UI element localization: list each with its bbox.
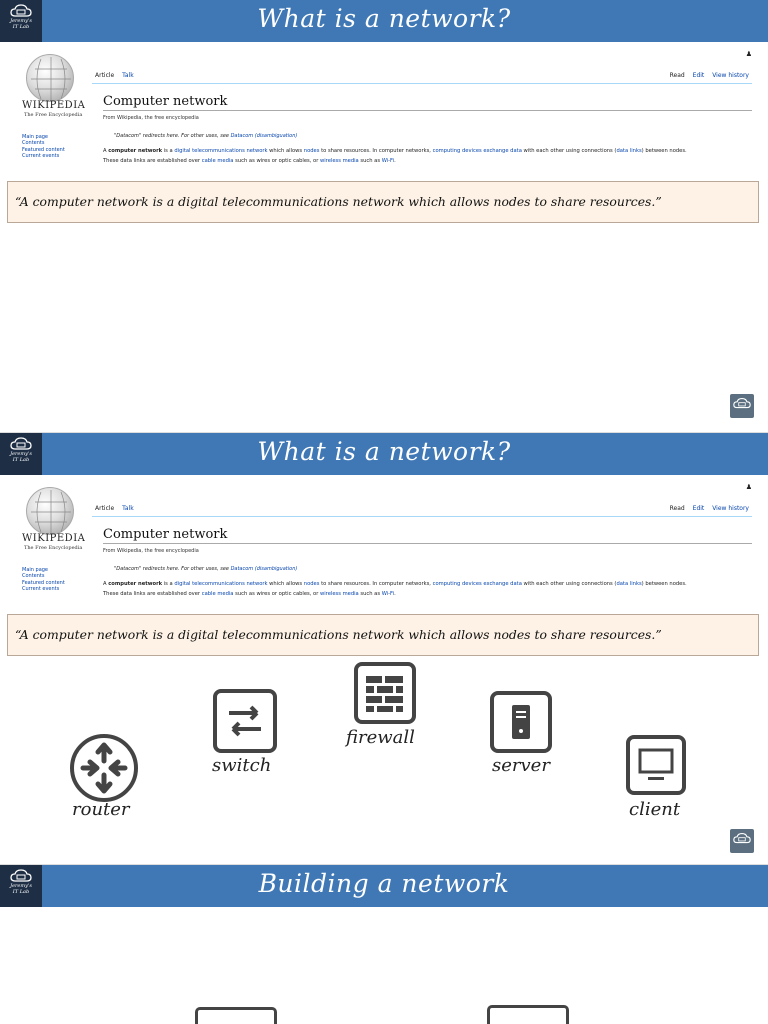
title-bar [0,433,768,475]
slide-title: Building a network [258,869,510,898]
logo-line-2: IT Lab [12,889,30,895]
logo-line-2: IT Lab [12,457,30,463]
firewall-icon [354,662,416,724]
corner-cloud-logo [730,829,754,853]
wikipedia-globe-icon [26,54,74,102]
article-title: Computer network [103,527,228,542]
tab-divider [92,83,752,84]
cloud-icon [733,832,751,845]
wikipedia-wordmark: WIKIPEDIA [22,100,86,111]
definition-quote: “A computer network is a digital telecommunications network which allows nodes to share resources.” [7,614,759,656]
slide-3 [0,864,768,1024]
slide-1 [0,0,768,432]
client-label: client [629,799,681,820]
wiki-tabs-right [667,72,752,79]
cloud-icon [733,397,751,410]
link-nodes[interactable]: nodes [303,148,320,154]
wikipedia-tagline: The Free Encyclopedia [24,112,83,118]
link-cable-media[interactable]: cable media [201,591,234,597]
link-wifi[interactable]: Wi-Fi [381,158,395,164]
wiki-sidebar-nav [22,567,65,593]
hatnote-link[interactable]: Datacom (disambiguation) [230,566,298,572]
logo-line-1: Jeremy's [10,883,32,889]
wiki-sidebar-nav [22,134,65,160]
corner-cloud-logo [730,394,754,418]
tab-view-history[interactable]: View history [712,505,749,512]
link-data-links[interactable]: data links [616,581,642,587]
wikipedia-wordmark: WIKIPEDIA [22,533,86,544]
link-digital-telecom[interactable]: digital telecommunications network [174,148,268,154]
title-bar [0,0,768,42]
wiki-tabs-left [92,505,137,512]
logo-line-1: Jeremy's [10,451,32,457]
tab-edit[interactable]: Edit [692,505,705,512]
tab-article[interactable]: Article [95,72,115,79]
nav-contents[interactable]: Contents [22,140,45,147]
slide-title: What is a network? [257,4,511,33]
definition-quote: “A computer network is a digital telecommunications network which allows nodes to share resources.” [7,181,759,223]
link-wireless-media[interactable]: wireless media [320,158,359,164]
slide-2 [0,432,768,864]
device-box-right [487,1005,569,1024]
nav-current-events[interactable]: Current events [22,153,60,160]
tab-talk[interactable]: Talk [122,72,134,79]
switch-icon [213,689,277,753]
hatnote-text: "Datacom" redirects here. For other uses, see [114,133,231,139]
wikipedia-tagline: The Free Encyclopedia [24,545,83,551]
tab-view-history[interactable]: View history [712,72,749,79]
link-wifi[interactable]: Wi-Fi [381,591,395,597]
slide-title: What is a network? [257,437,511,466]
article-subtitle: From Wikipedia, the free encyclopedia [103,115,199,121]
wiki-tabs-left [92,72,137,79]
server-label: server [492,755,550,776]
nav-featured[interactable]: Featured content [22,579,65,586]
tab-read[interactable]: Read [669,505,685,512]
hatnote [114,566,297,572]
title-bar [0,865,768,907]
wikipedia-screenshot [0,475,768,605]
article-title: Computer network [103,94,228,109]
server-icon [490,691,552,753]
tab-divider [92,516,752,517]
link-computing-devices[interactable]: computing devices exchange data [432,581,522,587]
wikipedia-screenshot [0,42,768,172]
title-rule [103,543,752,544]
title-rule [103,110,752,111]
tab-article[interactable]: Article [95,505,115,512]
tab-read[interactable]: Read [669,72,685,79]
nav-featured[interactable]: Featured content [22,146,65,153]
article-subtitle: From Wikipedia, the free encyclopedia [103,548,199,554]
firewall-label: firewall [346,727,415,748]
link-wireless-media[interactable]: wireless media [320,591,359,597]
link-cable-media[interactable]: cable media [201,158,234,164]
nav-main-page[interactable]: Main page [22,567,49,573]
link-digital-telecom[interactable]: digital telecommunications network [174,581,268,587]
hatnote-text: "Datacom" redirects here. For other uses, see [114,566,231,572]
hatnote [114,133,297,139]
link-data-links[interactable]: data links [616,148,642,154]
wikipedia-globe-icon [26,487,74,535]
switch-label: switch [212,755,272,776]
logo-line-1: Jeremy's [10,18,32,24]
router-label: router [72,799,130,820]
link-nodes[interactable]: nodes [303,581,320,587]
article-paragraph: A computer network is a digital telecommunications network which allows nodes to share resources. In computer networks, computing devices exchange data with each other using connections (data links) between nodes. These data links are established over cable media such as wires or optic cables, or wireless media such as Wi-Fi. [103,581,687,597]
nav-contents[interactable]: Contents [22,573,45,580]
tab-edit[interactable]: Edit [692,72,705,79]
client-pc-icon [626,735,686,795]
nav-current-events[interactable]: Current events [22,586,60,593]
logo-line-2: IT Lab [12,24,30,30]
wiki-tabs-right [667,505,752,512]
hatnote-link[interactable]: Datacom (disambiguation) [230,133,298,139]
article-paragraph: A computer network is a digital telecommunications network which allows nodes to share resources. In computer networks, computing devices exchange data with each other using connections (data links) between nodes. These data links are established over cable media such as wires or optic cables, or wireless media such as Wi-Fi. [103,148,687,164]
device-box-left [195,1007,277,1024]
tab-talk[interactable]: Talk [122,505,134,512]
router-icon [69,733,139,803]
user-icon[interactable]: ♟ [745,50,752,58]
link-computing-devices[interactable]: computing devices exchange data [432,148,522,154]
user-icon[interactable]: ♟ [745,483,752,491]
nav-main-page[interactable]: Main page [22,134,49,140]
